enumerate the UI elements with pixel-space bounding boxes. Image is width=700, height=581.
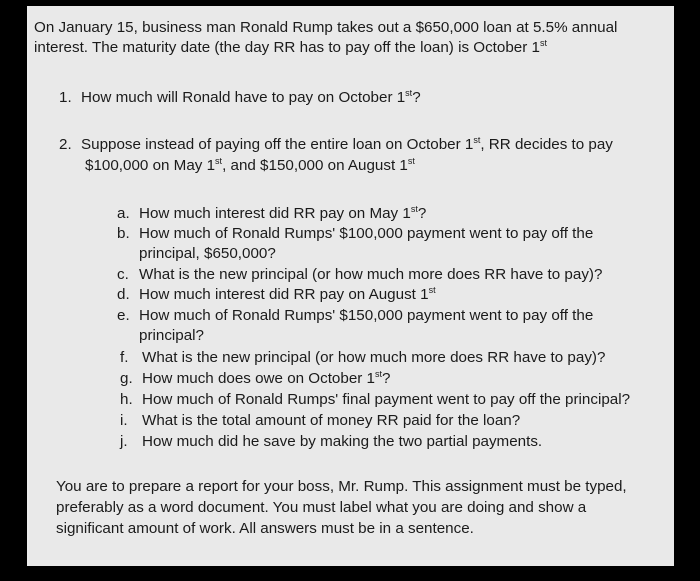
ordinal-suffix: st — [428, 284, 436, 295]
sub-question-h — [120, 391, 630, 409]
sub-letter: g. — [120, 370, 133, 387]
sub-question-d — [117, 286, 436, 304]
sub-letter: a. — [117, 205, 130, 222]
question-text: $100,000 on May 1 — [85, 157, 216, 174]
ordinal-suffix: st — [375, 368, 383, 379]
sub-question-g — [120, 370, 390, 388]
question-2-line-2 — [85, 157, 415, 175]
ordinal-suffix: st — [215, 155, 223, 166]
ordinal-suffix: st — [410, 203, 418, 214]
sub-question-a — [117, 205, 426, 223]
document-page — [27, 6, 674, 566]
sub-text: How much of Ronald Rumps' $150,000 payment went to pay off the — [139, 307, 594, 324]
intro-text-2: interest. The maturity date (the day RR has to pay off the loan) is October 1 — [34, 39, 540, 56]
sub-question-c — [117, 266, 602, 284]
sub-text: How much interest did RR pay on May 1 — [139, 205, 411, 222]
question-text: Suppose instead of paying off the entire loan on October 1 — [81, 136, 474, 153]
intro-line-2 — [34, 39, 547, 57]
ordinal-suffix: st — [539, 37, 547, 48]
sub-letter: e. — [117, 307, 130, 324]
question-mark: ? — [382, 370, 391, 387]
sub-text: principal? — [139, 327, 205, 344]
question-2-line-1 — [59, 136, 613, 154]
question-number: 1. — [59, 89, 72, 106]
question-mark: ? — [417, 205, 427, 222]
closing-text: significant amount of work. All answers must be in a sentence. — [56, 520, 474, 537]
sub-question-b-line-1 — [117, 225, 593, 243]
ordinal-suffix: st — [407, 155, 415, 166]
sub-question-f — [120, 349, 605, 367]
intro-text-1: On January 15, business man Ronald Rump takes out a $650,000 loan at 5.5% annual — [34, 19, 618, 36]
sub-question-j — [120, 433, 542, 451]
intro-line-1 — [34, 19, 617, 37]
question-text: , RR decides to pay — [480, 136, 613, 153]
sub-letter: f. — [120, 349, 129, 366]
sub-question-i — [120, 412, 520, 430]
sub-text: What is the total amount of money RR paid for the loan? — [142, 412, 521, 429]
ordinal-suffix: st — [405, 87, 413, 98]
sub-text: How much of Ronald Rumps' final payment went to pay off the principal? — [142, 391, 631, 408]
question-text: , and $150,000 on August 1 — [222, 157, 408, 174]
sub-letter: c. — [117, 266, 129, 283]
sub-text: How much of Ronald Rumps' $100,000 payment went to pay off the — [139, 225, 594, 242]
sub-letter: j. — [120, 433, 128, 450]
question-text: How much will Ronald have to pay on October 1 — [81, 89, 406, 106]
sub-letter: h. — [120, 391, 133, 408]
closing-line-1 — [56, 478, 627, 496]
closing-text: preferably as a word document. You must label what you are doing and show a — [56, 499, 587, 516]
sub-text: principal, $650,000? — [139, 245, 276, 262]
sub-text: How much did he save by making the two partial payments. — [142, 433, 543, 450]
sub-text: What is the new principal (or how much more does RR have to pay)? — [142, 349, 606, 366]
sub-question-b-line-2 — [139, 245, 276, 263]
sub-letter: i. — [120, 412, 128, 429]
sub-question-e-line-1 — [117, 307, 593, 325]
sub-question-e-line-2 — [139, 327, 204, 345]
question-1 — [59, 89, 421, 107]
question-mark: ? — [412, 89, 421, 106]
ordinal-suffix: st — [473, 134, 481, 145]
sub-text: What is the new principal (or how much more does RR have to pay)? — [139, 266, 603, 283]
sub-letter: d. — [117, 286, 130, 303]
sub-text: How much interest did RR pay on August 1 — [139, 286, 429, 303]
sub-letter: b. — [117, 225, 130, 242]
closing-text: You are to prepare a report for your boss, Mr. Rump. This assignment must be typed, — [56, 478, 627, 495]
sub-text: How much does owe on October 1 — [142, 370, 375, 387]
question-number: 2. — [59, 136, 72, 153]
closing-line-3 — [56, 520, 474, 538]
closing-line-2 — [56, 499, 586, 517]
